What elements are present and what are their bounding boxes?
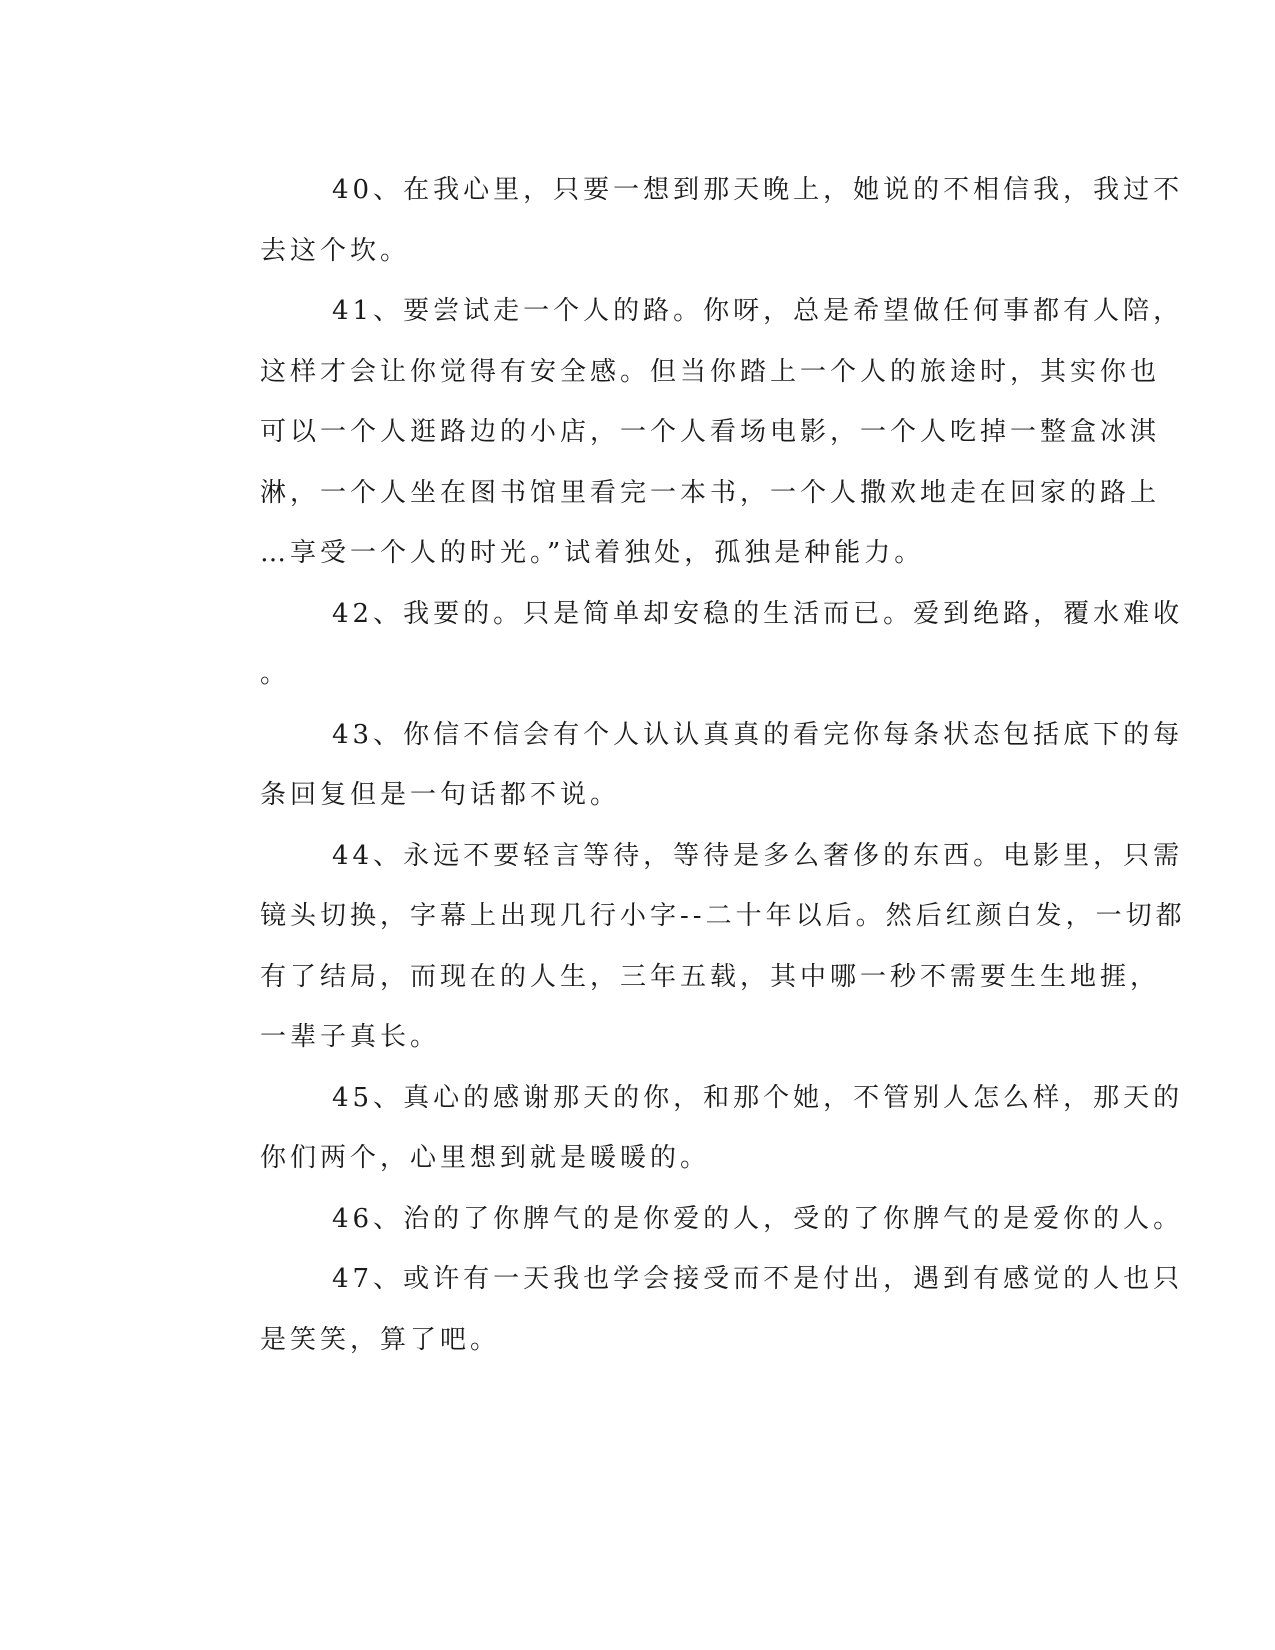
paragraph-line: 这样才会让你觉得有安全感。但当你踏上一个人的旅途时，其实你也: [260, 356, 1161, 387]
paragraph-42: [188, 584, 1184, 705]
paragraph-40: [188, 160, 1184, 281]
paragraph-line: 41、要尝试走一个人的路。你呀，总是希望做任何事都有人陪，: [332, 296, 1184, 326]
paragraph-line: …享受一个人的时光。”试着独处，孤独是种能力。: [260, 538, 925, 568]
paragraph-line: 你们两个，心里想到就是暖暖的。: [260, 1143, 711, 1173]
document-body: [188, 160, 1186, 1370]
paragraph-41: [188, 281, 1184, 584]
paragraph-line: 46、治的了你脾气的是你爱的人，受的了你脾气的是爱你的人。: [332, 1203, 1184, 1234]
paragraph-line: 淋，一个人坐在图书馆里看完一本书，一个人撒欢地走在回家的路上: [260, 477, 1161, 508]
paragraph-43: [188, 705, 1184, 826]
paragraph-line: 去这个坎。: [260, 235, 411, 266]
paragraph-line: 45、真心的感谢那天的你，和那个她，不管别人怎么样，那天的: [332, 1082, 1184, 1113]
paragraph-line: 有了结局，而现在的人生，三年五载，其中哪一秒不需要生生地捱，: [260, 961, 1161, 992]
paragraph-line: 一辈子真长。: [260, 1022, 441, 1052]
paragraph-44: [188, 826, 1186, 1068]
paragraph-45: [188, 1068, 1184, 1189]
paragraph-line: 40、在我心里，只要一想到那天晚上，她说的不相信我，我过不: [332, 175, 1184, 205]
paragraph-line: 。: [260, 659, 291, 689]
paragraph-line: 43、你信不信会有个人认认真真的看完你每条状态包括底下的每: [332, 719, 1184, 750]
paragraph-47: [188, 1249, 1184, 1370]
paragraph-line: 44、永远不要轻言等待，等待是多么奢侈的东西。电影里，只需: [332, 840, 1184, 871]
paragraph-line: 是笑笑，算了吧。: [260, 1324, 501, 1355]
paragraph-line: 条回复但是一句话都不说。: [260, 780, 621, 810]
paragraph-line: 镜头切换，字幕上出现几行小字--二十年以后。然后红颜白发，一切都: [260, 901, 1186, 931]
paragraph-line: 42、我要的。只是简单却安稳的生活而已。爱到绝路，覆水难收: [332, 598, 1184, 629]
paragraph-46: [188, 1189, 1184, 1250]
paragraph-line: 可以一个人逛路边的小店，一个人看场电影，一个人吃掉一整盒冰淇: [260, 417, 1161, 447]
paragraph-line: 47、或许有一天我也学会接受而不是付出，遇到有感觉的人也只: [332, 1264, 1184, 1294]
